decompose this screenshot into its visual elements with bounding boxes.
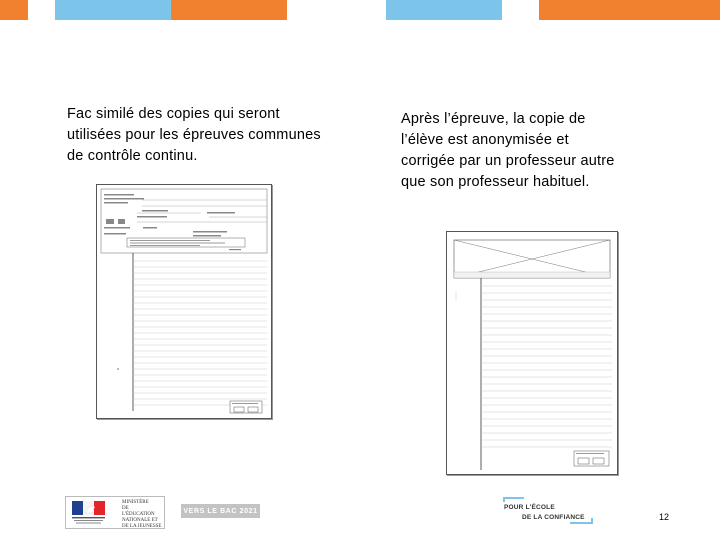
right-description: Après l’épreuve, la copie de l’élève est anonymisée et corrigée par un professeur autre que son professeur habituel. bbox=[401, 111, 615, 190]
bac-2021-badge: VERS LE BAC 2021 bbox=[181, 504, 260, 518]
ecole-confiance-text: POUR L'ÉCOLE DE LA CONFIANCE bbox=[504, 504, 585, 521]
ministry-name: MINISTÈRE DE L'ÉDUCATION NATIONALE ET DE LA JEUNESSE bbox=[122, 500, 162, 529]
left-description: Fac similé des copies qui seront utilisées pour les épreuves communes de contrôle continu. bbox=[67, 106, 321, 164]
anonymized-copy-form-icon bbox=[446, 231, 618, 475]
header-bar-blue-left bbox=[55, 0, 171, 20]
ministry-logo bbox=[65, 496, 165, 529]
anonymized-copy-form-drawing bbox=[447, 232, 617, 474]
exam-copy-form-drawing bbox=[97, 185, 271, 418]
page-number: 12 bbox=[659, 512, 670, 522]
header-bar-blue-right bbox=[386, 0, 502, 20]
header-bar-orange-mid bbox=[171, 0, 287, 20]
header-bar-orange-left bbox=[0, 0, 28, 20]
ecole-confiance-logo bbox=[502, 496, 594, 526]
header-bar-orange-right bbox=[539, 0, 720, 20]
exam-copy-form-icon bbox=[96, 184, 272, 419]
marianne-flag-icon bbox=[68, 497, 108, 528]
